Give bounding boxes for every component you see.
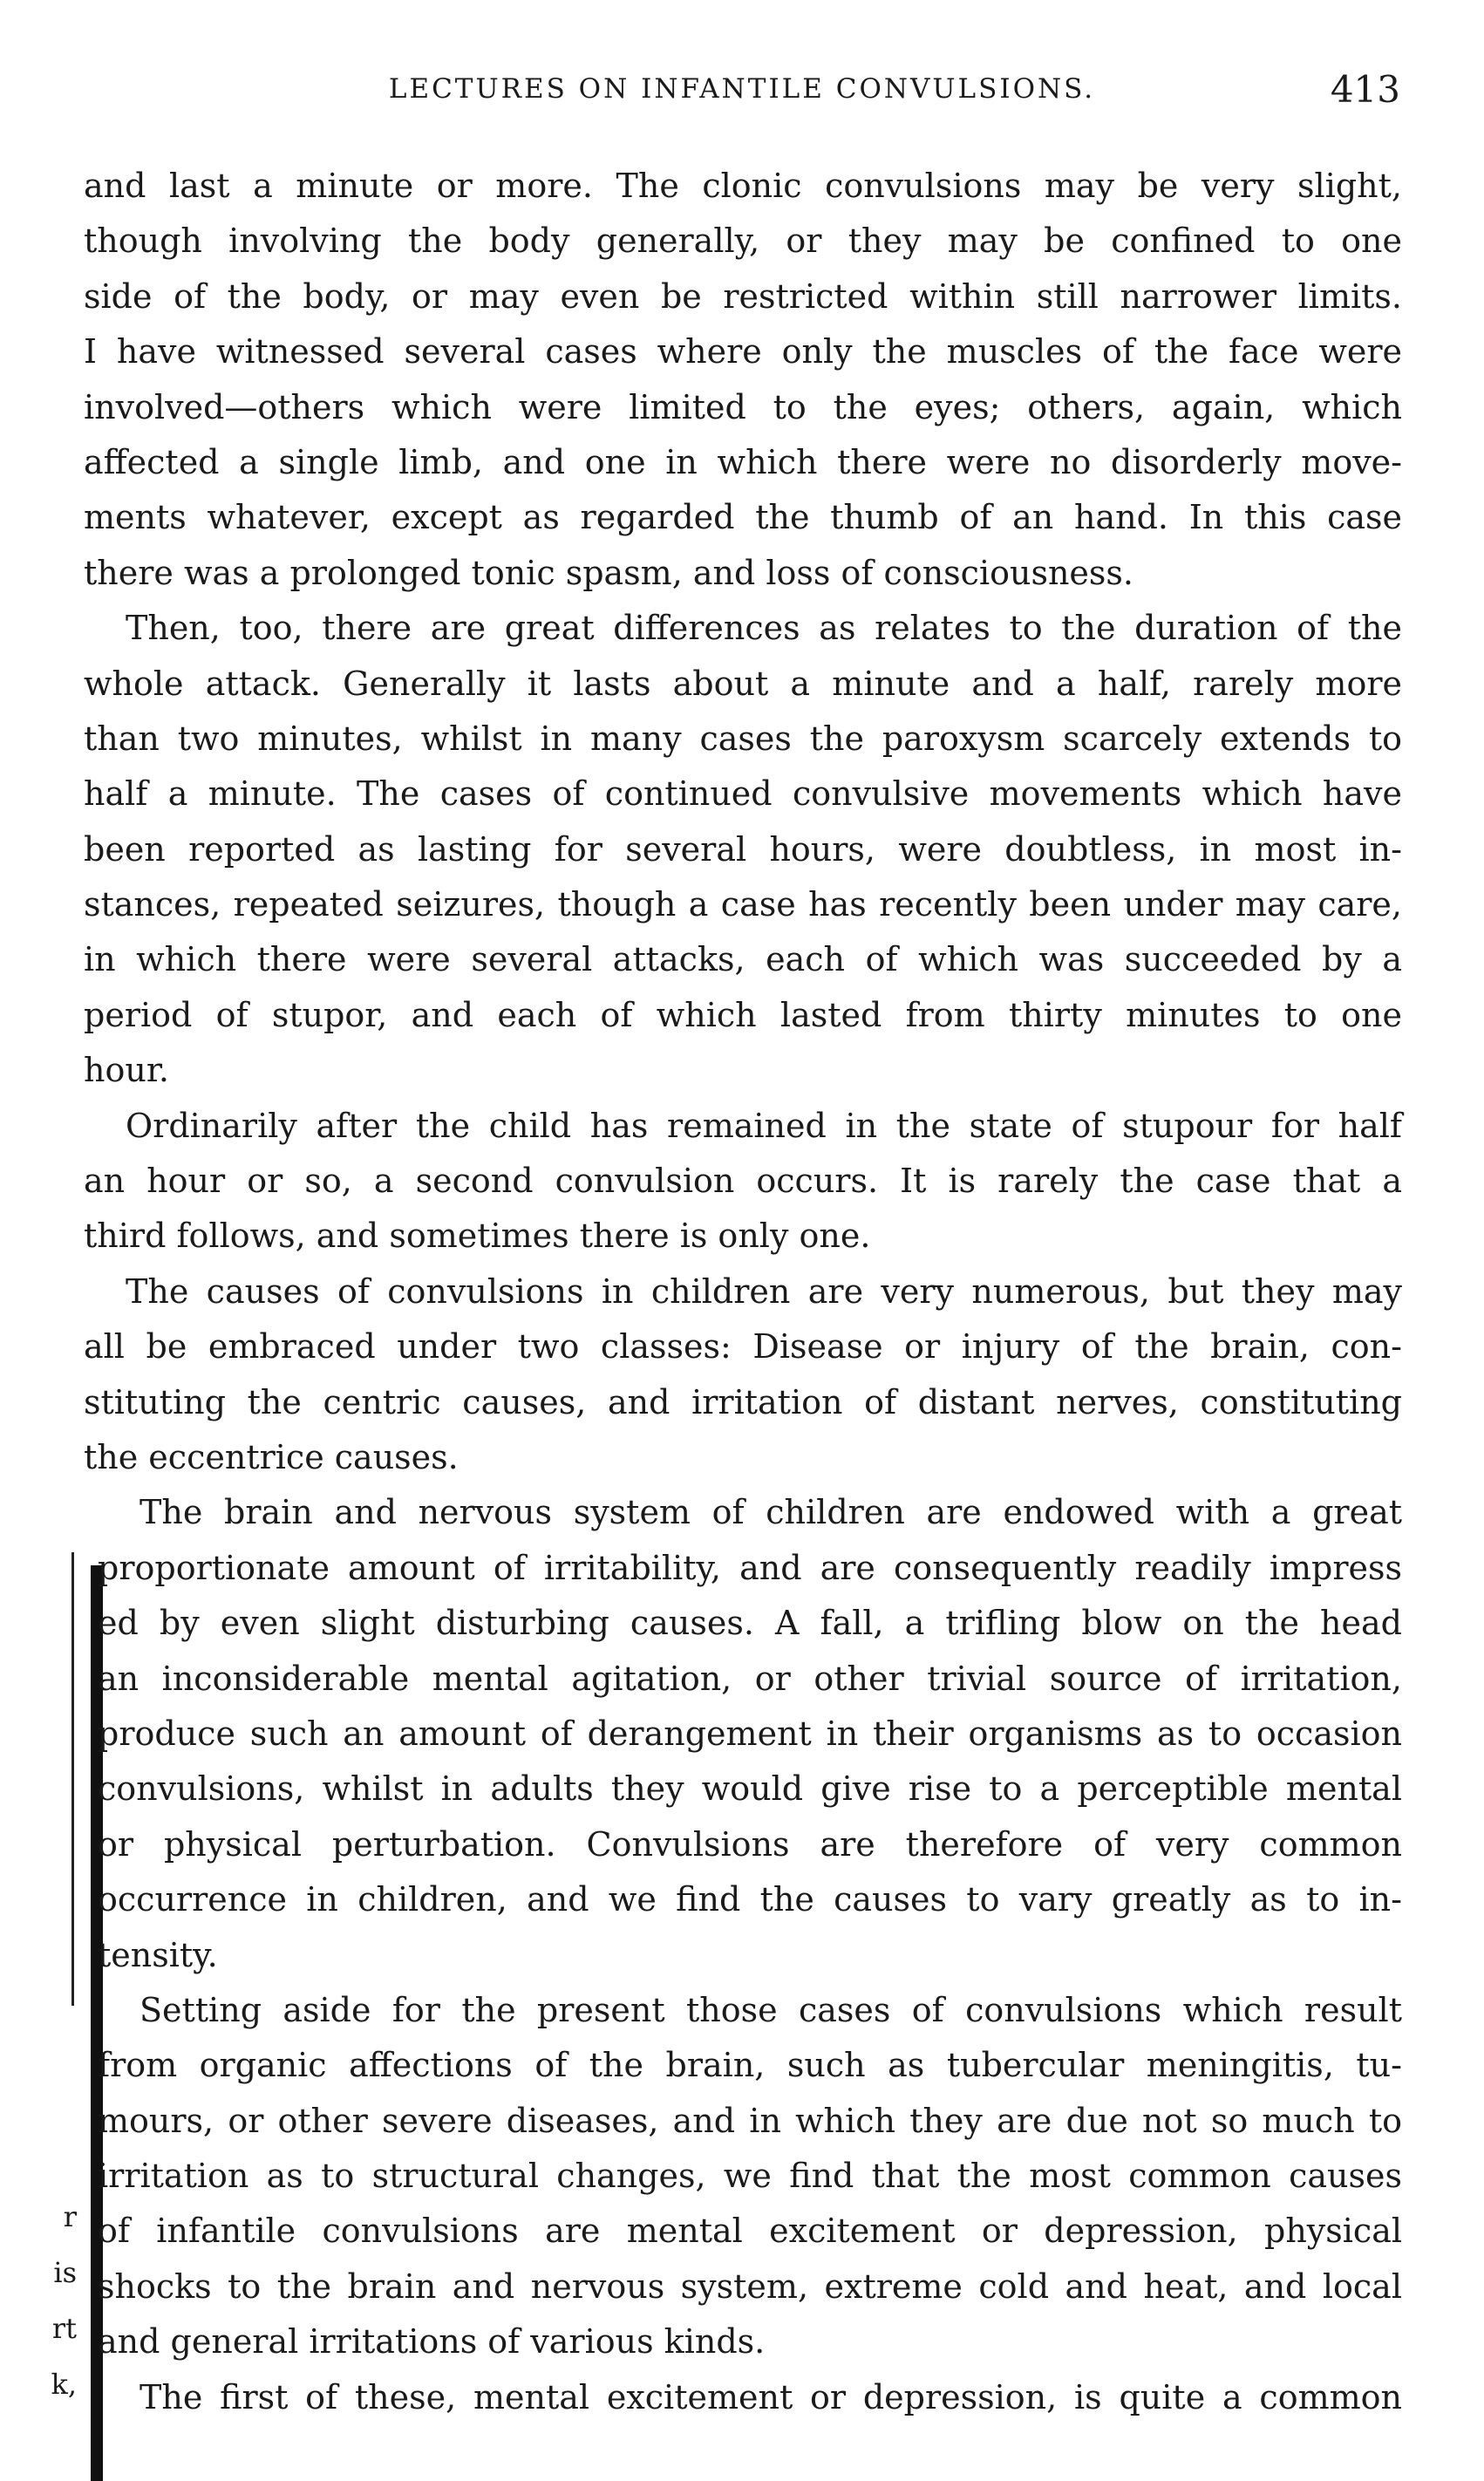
body-text — [84, 159, 1402, 2425]
margin-fragments — [3, 2189, 77, 2412]
text-line: side of the body, or may even be restricted within still narrower limits. — [84, 276, 1402, 316]
text-line: convulsions, whilst in adults they would give rise to a perceptible mental — [98, 1769, 1402, 1809]
text-line: the eccentrice causes. — [84, 1437, 459, 1476]
paragraph-first-line: Setting aside for the present those cases of convulsions which result — [140, 1990, 1402, 2029]
text-line: ments whatever, except as regarded the thumb of an hand. In this case — [84, 498, 1402, 537]
text-line: an hour or so, a second convulsion occurs. It is rarely the case that a — [84, 1162, 1402, 1201]
margin-fragment: r — [63, 2200, 77, 2233]
text-line: half a minute. The cases of continued convulsive movements which have — [84, 774, 1402, 814]
text-line: involved—others which were limited to the eyes; others, again, which — [84, 387, 1402, 426]
margin-fragment: is — [53, 2256, 77, 2289]
text-line: produce such an amount of derangement in their organisms as to occasion — [98, 1714, 1402, 1753]
text-line: tensity. — [98, 1935, 218, 1974]
text-line: and last a minute or more. The clonic convulsions may be very slight, — [84, 167, 1402, 205]
text-line: third follows, and sometimes there is only one. — [84, 1217, 871, 1256]
margin-fragment: rt — [51, 2312, 77, 2345]
text-line: there was a prolonged tonic spasm, and loss of consciousness. — [84, 553, 1133, 592]
text-line: period of stupor, and each of which lasted from thirty minutes to one — [84, 995, 1402, 1034]
text-line: ed by even slight disturbing causes. A fall, a trifling blow on the head — [98, 1604, 1402, 1643]
paragraph-first-line: The causes of convulsions in children are very numerous, but they may — [126, 1271, 1402, 1311]
text-line: in which there were several attacks, each of which was succeeded by a — [84, 940, 1402, 979]
page-number: 413 — [1330, 68, 1400, 111]
text-line: stances, repeated seizures, though a case has recently been under may care, — [84, 885, 1402, 924]
running-title: LECTURES ON INFANTILE CONVULSIONS. — [388, 73, 1096, 105]
text-line: hour. — [84, 1051, 169, 1090]
text-line: been reported as lasting for several hours, were doubtless, in most in- — [84, 829, 1402, 869]
text-line: and general irritations of various kinds. — [98, 2322, 766, 2362]
paragraph-first-line: The first of these, mental excitement or depression, is quite a common — [140, 2377, 1402, 2416]
binding-shadow-line — [71, 1552, 74, 2006]
text-line: occurrence in children, and we find the causes to vary greatly as to in- — [98, 1880, 1402, 1919]
running-head — [84, 68, 1400, 120]
margin-fragment: k, — [51, 2368, 77, 2401]
text-line: stituting the centric causes, and irritation of distant nerves, constituting — [84, 1382, 1402, 1421]
text-line: of infantile convulsions are mental excitement or depression, physical — [98, 2212, 1402, 2251]
text-line: mours, or other severe diseases, and in which they are due not so much to — [98, 2101, 1402, 2140]
text-line: whole attack. Generally it lasts about a minute and a half, rarely more — [84, 664, 1402, 703]
text-line: from organic affections of the brain, such as tubercular meningitis, tu- — [98, 2046, 1402, 2085]
text-line: affected a single limb, and one in which there were no disorderly move- — [84, 442, 1402, 481]
text-line: shocks to the brain and nervous system, extreme cold and heat, and local — [98, 2266, 1402, 2306]
text-line: proportionate amount of irritability, and are consequently readily impress — [98, 1548, 1402, 1587]
paragraph-first-line: Then, too, there are great differences as relates to the duration of the — [126, 609, 1402, 648]
text-line: than two minutes, whilst in many cases the paroxysm scarcely extends to — [84, 719, 1402, 758]
text-line: though involving the body generally, or they may be confined to one — [84, 222, 1402, 261]
paragraph-first-line: The brain and nervous system of children are endowed with a great — [140, 1493, 1402, 1532]
text-line: irritation as to structural changes, we find that the most common causes — [98, 2157, 1402, 2196]
text-line: I have witnessed several cases where only the muscles of the face were — [84, 332, 1402, 371]
text-line: all be embraced under two classes: Disease or injury of the brain, con- — [84, 1327, 1402, 1367]
text-line: an inconsiderable mental agitation, or other trivial source of irritation, — [98, 1659, 1402, 1698]
text-line: or physical perturbation. Convulsions are therefore of very common — [98, 1824, 1402, 1864]
paragraph-first-line: Ordinarily after the child has remained in the state of stupour for half — [126, 1106, 1402, 1145]
